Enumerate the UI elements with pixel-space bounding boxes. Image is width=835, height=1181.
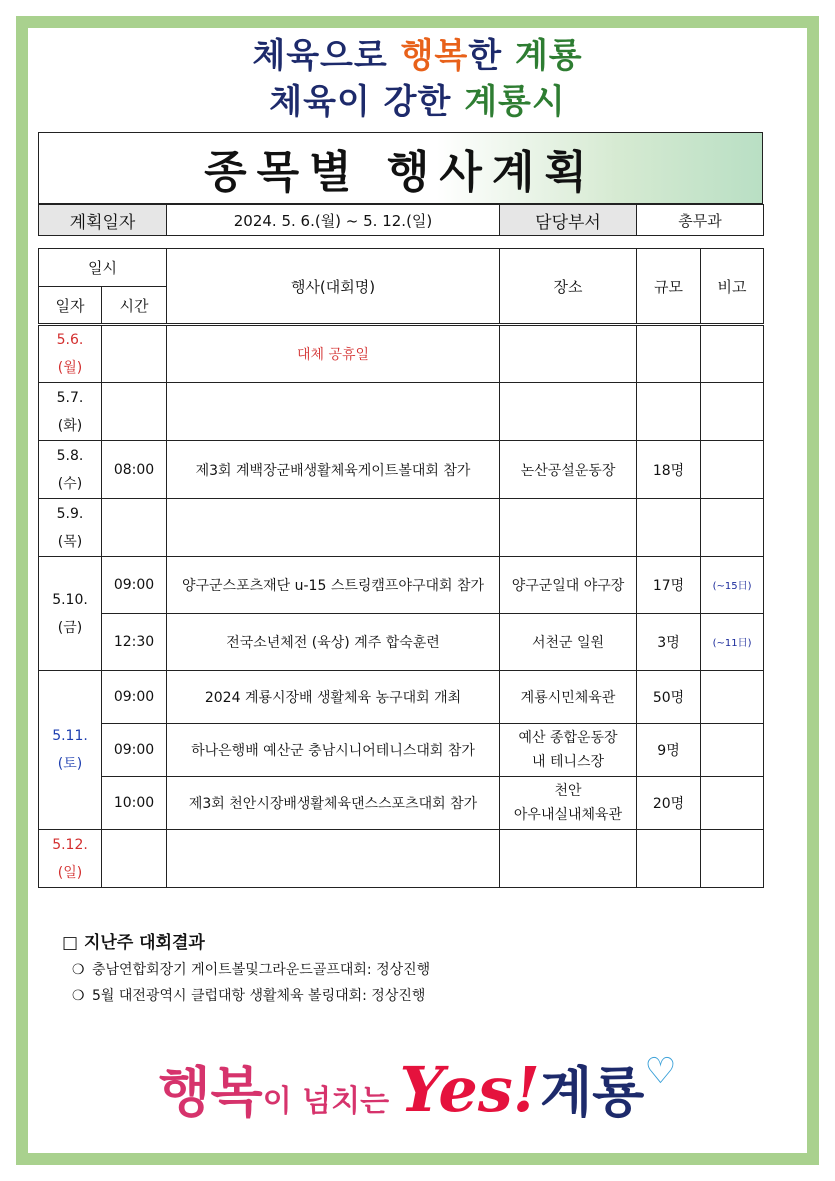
result-item-text: 5월 대전광역시 클럽대항 생활체육 볼링대회: 정상진행 bbox=[92, 988, 426, 1004]
footer-part-3: Yes! bbox=[399, 1053, 540, 1126]
plan-date-value: 2024. 5. 6.(월) ~ 5. 12.(일) bbox=[167, 205, 500, 236]
slogan-1-part-4: 계룡 bbox=[514, 36, 583, 76]
scale-text: 9명 bbox=[657, 743, 680, 759]
header-date: 일자 bbox=[39, 287, 102, 325]
time-text: 09:00 bbox=[113, 689, 155, 705]
cell-note bbox=[701, 614, 764, 671]
date-day: 5.10. bbox=[52, 591, 88, 608]
table-row bbox=[39, 441, 764, 499]
table-row bbox=[39, 499, 764, 557]
cell-place bbox=[500, 499, 637, 557]
cell-note bbox=[701, 441, 764, 499]
cell-place bbox=[500, 441, 637, 499]
cell-time bbox=[102, 724, 167, 777]
header-note: 비고 bbox=[701, 249, 764, 325]
cell-scale bbox=[637, 325, 701, 383]
table-row bbox=[39, 557, 764, 614]
cell-scale bbox=[637, 383, 701, 441]
heart-icon: ♡ bbox=[644, 1050, 677, 1092]
title-box bbox=[38, 132, 763, 204]
date-cell bbox=[39, 557, 102, 671]
cell-place bbox=[500, 671, 637, 724]
header-scale: 규모 bbox=[637, 249, 701, 325]
footer-part-2: 이 넘치는 bbox=[262, 1084, 400, 1119]
cell-scale bbox=[637, 499, 701, 557]
scale-text: 17명 bbox=[652, 578, 685, 594]
cell-scale bbox=[637, 614, 701, 671]
bullet-icon: ❍ bbox=[72, 962, 85, 978]
date-weekday: (월) bbox=[57, 360, 83, 376]
date-day: 5.8. bbox=[56, 447, 84, 464]
date-weekday: (목) bbox=[57, 533, 83, 550]
cell-scale bbox=[637, 724, 701, 777]
dept-value: 총무과 bbox=[637, 205, 764, 236]
cell-note bbox=[701, 383, 764, 441]
cell-time bbox=[102, 777, 167, 830]
cell-scale bbox=[637, 830, 701, 888]
time-text: 09:00 bbox=[113, 742, 155, 758]
table-row bbox=[39, 383, 764, 441]
plan-info-table bbox=[38, 204, 764, 236]
scale-text: 50명 bbox=[652, 690, 685, 706]
cell-time bbox=[102, 441, 167, 499]
slogan-1-part-1: 체육으로 bbox=[252, 36, 401, 76]
place-text: 양구군일대 야구장 bbox=[511, 578, 625, 594]
cell-event bbox=[167, 724, 500, 777]
slogan-1-part-3: 한 bbox=[468, 36, 515, 76]
event-text: 전국소년체전 (육상) 계주 합숙훈련 bbox=[226, 635, 440, 651]
header-place: 장소 bbox=[500, 249, 637, 325]
cell-event bbox=[167, 671, 500, 724]
cell-time bbox=[102, 383, 167, 441]
cell-event bbox=[167, 777, 500, 830]
cell-time bbox=[102, 830, 167, 888]
plan-date-label: 계획일자 bbox=[39, 205, 167, 236]
date-weekday: (토) bbox=[57, 756, 83, 772]
cell-note bbox=[701, 499, 764, 557]
place-text: 천안 아우내실내체육관 bbox=[513, 783, 623, 823]
table-row bbox=[39, 614, 764, 671]
slogan-2-part-3: 계룡시 bbox=[464, 82, 566, 122]
slogan-1-part-2: 행복 bbox=[400, 36, 469, 76]
table-row bbox=[39, 830, 764, 888]
cell-note bbox=[701, 724, 764, 777]
schedule-table bbox=[38, 248, 764, 888]
date-weekday: (수) bbox=[57, 475, 83, 492]
event-text: 대체 공휴일 bbox=[296, 347, 370, 363]
dept-label: 담당부서 bbox=[500, 205, 637, 236]
cell-note bbox=[701, 671, 764, 724]
cell-event bbox=[167, 325, 500, 383]
time-text: 12:30 bbox=[113, 634, 155, 650]
cell-note bbox=[701, 557, 764, 614]
cell-note bbox=[701, 777, 764, 830]
cell-note bbox=[701, 325, 764, 383]
result-item bbox=[72, 985, 762, 1005]
date-weekday: (화) bbox=[57, 417, 83, 434]
date-cell bbox=[39, 499, 102, 557]
header-datetime: 일시 bbox=[39, 249, 167, 287]
table-row bbox=[39, 671, 764, 724]
cell-event bbox=[167, 830, 500, 888]
date-cell bbox=[39, 383, 102, 441]
cell-place bbox=[500, 830, 637, 888]
slogan-2-part-1: 체육 bbox=[269, 82, 337, 122]
result-item-text: 충남연합회장기 게이트볼및그라운드골프대회: 정상진행 bbox=[92, 962, 431, 978]
footer-part-4: 계룡 bbox=[539, 1060, 645, 1124]
table-row bbox=[39, 724, 764, 777]
cell-time bbox=[102, 671, 167, 724]
results-heading: □ 지난주 대회결과 bbox=[62, 933, 205, 953]
date-day: 5.7. bbox=[56, 389, 84, 406]
header-time: 시간 bbox=[102, 287, 167, 325]
scale-text: 18명 bbox=[652, 462, 685, 479]
footer-logo bbox=[0, 1050, 835, 1127]
place-text: 예산 종합운동장 내 테니스장 bbox=[518, 730, 618, 770]
table-row bbox=[39, 325, 764, 383]
date-cell bbox=[39, 325, 102, 383]
result-item bbox=[72, 959, 762, 979]
event-text: 제3회 천안시장배생활체육댄스스포츠대회 참가 bbox=[188, 796, 478, 812]
time-text: 08:00 bbox=[113, 461, 155, 478]
date-day: 5.12. bbox=[52, 836, 88, 853]
cell-time bbox=[102, 557, 167, 614]
header-event: 행사(대회명) bbox=[167, 249, 500, 325]
schedule-body bbox=[39, 325, 764, 888]
time-text: 10:00 bbox=[113, 795, 155, 811]
cell-scale bbox=[637, 671, 701, 724]
date-weekday: (일) bbox=[57, 864, 83, 881]
note-text: (~15日) bbox=[712, 581, 752, 592]
cell-event bbox=[167, 499, 500, 557]
cell-time bbox=[102, 499, 167, 557]
cell-scale bbox=[637, 441, 701, 499]
cell-scale bbox=[637, 777, 701, 830]
cell-time bbox=[102, 614, 167, 671]
scale-text: 3명 bbox=[657, 635, 680, 651]
footer-part-1: 행복 bbox=[158, 1060, 263, 1124]
last-week-results bbox=[62, 928, 762, 1005]
cell-place bbox=[500, 777, 637, 830]
event-text: 제3회 계백장군배생활체육게이트볼대회 참가 bbox=[195, 462, 471, 479]
date-day: 5.9. bbox=[56, 505, 84, 522]
scale-text: 20명 bbox=[652, 796, 685, 812]
place-text: 논산공설운동장 bbox=[520, 462, 616, 479]
cell-place bbox=[500, 325, 637, 383]
date-cell bbox=[39, 671, 102, 830]
date-day: 5.11. bbox=[52, 728, 88, 744]
cell-place bbox=[500, 724, 637, 777]
date-weekday: (금) bbox=[57, 619, 83, 636]
cell-place bbox=[500, 614, 637, 671]
table-row bbox=[39, 777, 764, 830]
date-day: 5.6. bbox=[56, 332, 84, 348]
cell-note bbox=[701, 830, 764, 888]
cell-event bbox=[167, 557, 500, 614]
date-cell bbox=[39, 830, 102, 888]
cell-place bbox=[500, 557, 637, 614]
bullet-icon: ❍ bbox=[72, 988, 85, 1004]
cell-time bbox=[102, 325, 167, 383]
event-text: 2024 계룡시장배 생활체육 농구대회 개최 bbox=[204, 690, 462, 706]
page-title: 종목별 행사계획 bbox=[204, 147, 597, 198]
slogan-line-1 bbox=[0, 28, 835, 77]
event-text: 하나은행배 예산군 충남시니어테니스대회 참가 bbox=[191, 743, 475, 759]
date-cell bbox=[39, 441, 102, 499]
cell-event bbox=[167, 383, 500, 441]
time-text: 09:00 bbox=[113, 577, 155, 593]
slogan-line-2 bbox=[0, 74, 835, 123]
slogan-2-part-2: 이 강한 bbox=[336, 82, 465, 122]
cell-event bbox=[167, 441, 500, 499]
place-text: 계룡시민체육관 bbox=[520, 690, 616, 706]
event-text: 양구군스포츠재단 u-15 스트링캠프야구대회 참가 bbox=[181, 578, 485, 594]
place-text: 서천군 일원 bbox=[531, 635, 605, 651]
note-text: (~11日) bbox=[712, 638, 752, 649]
cell-event bbox=[167, 614, 500, 671]
cell-place bbox=[500, 383, 637, 441]
cell-scale bbox=[637, 557, 701, 614]
